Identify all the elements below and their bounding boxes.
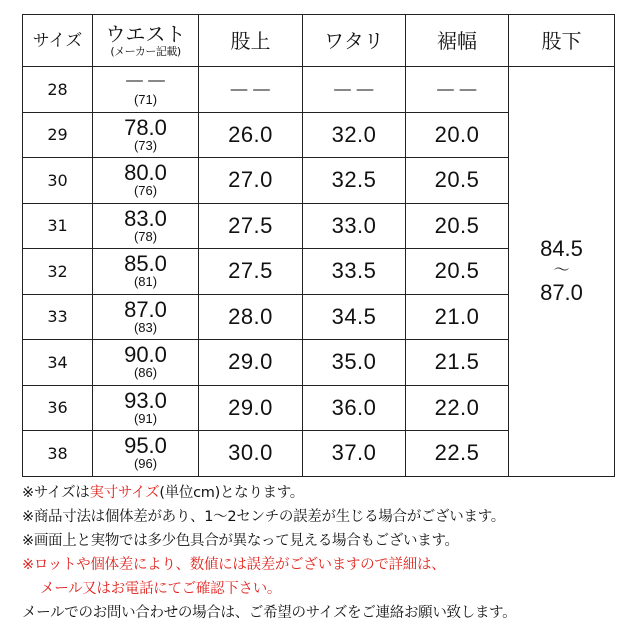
size-value: 32: [23, 249, 93, 295]
waist-cell: [93, 340, 199, 386]
waist-value: 78.0: [124, 114, 167, 140]
note-line-2: ※商品寸法は個体差があり、1～2センチの誤差が生じる場合がございます。: [22, 509, 505, 525]
header-hem: 裾幅: [406, 15, 509, 67]
waist-value: 93.0: [124, 387, 167, 413]
waist-value: 80.0: [124, 160, 167, 186]
size-value: 36: [23, 385, 93, 431]
hem-value: 20.5: [406, 158, 509, 204]
notes-section: [22, 481, 634, 625]
rise-value: －－: [199, 67, 303, 113]
waist-cell: [93, 294, 199, 340]
waist-maker-value: (71): [133, 92, 158, 108]
thigh-value: 32.5: [303, 158, 406, 204]
thigh-value: 34.5: [303, 294, 406, 340]
waist-maker-value: (73): [133, 137, 158, 153]
note-line-1: ※サイズは実寸サイズ(単位cm)となります。: [22, 485, 304, 501]
waist-value: 85.0: [124, 251, 167, 277]
waist-maker-value: (96): [133, 456, 158, 472]
hem-value: 22.5: [406, 431, 509, 477]
waist-cell: [93, 249, 199, 295]
thigh-value: 37.0: [303, 431, 406, 477]
note-line-3: ※画面上と実物では多少色具合が異なって見える場合もございます。: [22, 533, 459, 549]
waist-value: 87.0: [124, 296, 167, 322]
inseam-range-cell: [509, 67, 615, 477]
thigh-value: 33.5: [303, 249, 406, 295]
size-value: 33: [23, 294, 93, 340]
waist-maker-value: (76): [133, 183, 158, 199]
header-waist-note: (メーカー記載): [110, 44, 181, 58]
waist-value: 90.0: [124, 342, 167, 368]
waist-cell: [93, 112, 199, 158]
waist-value: 95.0: [124, 433, 167, 459]
waist-cell: [93, 67, 199, 113]
size-value: 31: [23, 203, 93, 249]
inseam-max: 87.0: [540, 280, 583, 306]
header-inseam: 股下: [509, 15, 615, 67]
header-size: サイズ: [23, 15, 93, 67]
rise-value: 27.5: [199, 249, 303, 295]
waist-cell: [93, 203, 199, 249]
waist-maker-value: (91): [133, 410, 158, 426]
waist-maker-value: (83): [133, 319, 158, 335]
hem-value: 20.5: [406, 249, 509, 295]
hem-value: －－: [406, 67, 509, 113]
hem-value: 20.0: [406, 112, 509, 158]
hem-value: 21.5: [406, 340, 509, 386]
table-row: [23, 67, 615, 113]
header-waist-label: ウエスト: [105, 21, 186, 46]
waist-maker-value: (86): [133, 365, 158, 381]
waist-value: 83.0: [124, 205, 167, 231]
thigh-value: 36.0: [303, 385, 406, 431]
header-thigh: ワタリ: [303, 15, 406, 67]
inseam-tilde: ～: [553, 262, 570, 280]
hem-value: 21.0: [406, 294, 509, 340]
hem-value: 22.0: [406, 385, 509, 431]
waist-value: －－: [123, 69, 168, 95]
inseam-min: 84.5: [540, 236, 583, 262]
rise-value: 30.0: [199, 431, 303, 477]
size-value: 29: [23, 112, 93, 158]
size-value: 34: [23, 340, 93, 386]
note-line-4: ※ロットや個体差により、数値には誤差がございますので詳細は、: [22, 557, 446, 573]
rise-value: 28.0: [199, 294, 303, 340]
thigh-value: －－: [303, 67, 406, 113]
note-highlight: 実寸サイズ: [89, 485, 160, 501]
hem-value: 20.5: [406, 203, 509, 249]
waist-maker-value: (78): [133, 228, 158, 244]
header-row: [23, 15, 615, 67]
rise-value: 26.0: [199, 112, 303, 158]
rise-value: 27.5: [199, 203, 303, 249]
rise-value: 29.0: [199, 340, 303, 386]
thigh-value: 33.0: [303, 203, 406, 249]
waist-cell: [93, 385, 199, 431]
header-rise: 股上: [199, 15, 303, 67]
waist-maker-value: (81): [133, 274, 158, 290]
size-value: 38: [23, 431, 93, 477]
thigh-value: 32.0: [303, 112, 406, 158]
size-value: 30: [23, 158, 93, 204]
rise-value: 27.0: [199, 158, 303, 204]
note-line-6: メールでのお問い合わせの場合は、ご希望のサイズをご連絡お願い致します。: [22, 605, 517, 621]
waist-cell: [93, 158, 199, 204]
thigh-value: 35.0: [303, 340, 406, 386]
header-waist: [93, 15, 199, 67]
note-line-5: メール又はお電話にてご確認下さい。: [40, 581, 282, 597]
size-value: 28: [23, 67, 93, 113]
waist-cell: [93, 431, 199, 477]
rise-value: 29.0: [199, 385, 303, 431]
size-chart-table: [22, 14, 615, 477]
